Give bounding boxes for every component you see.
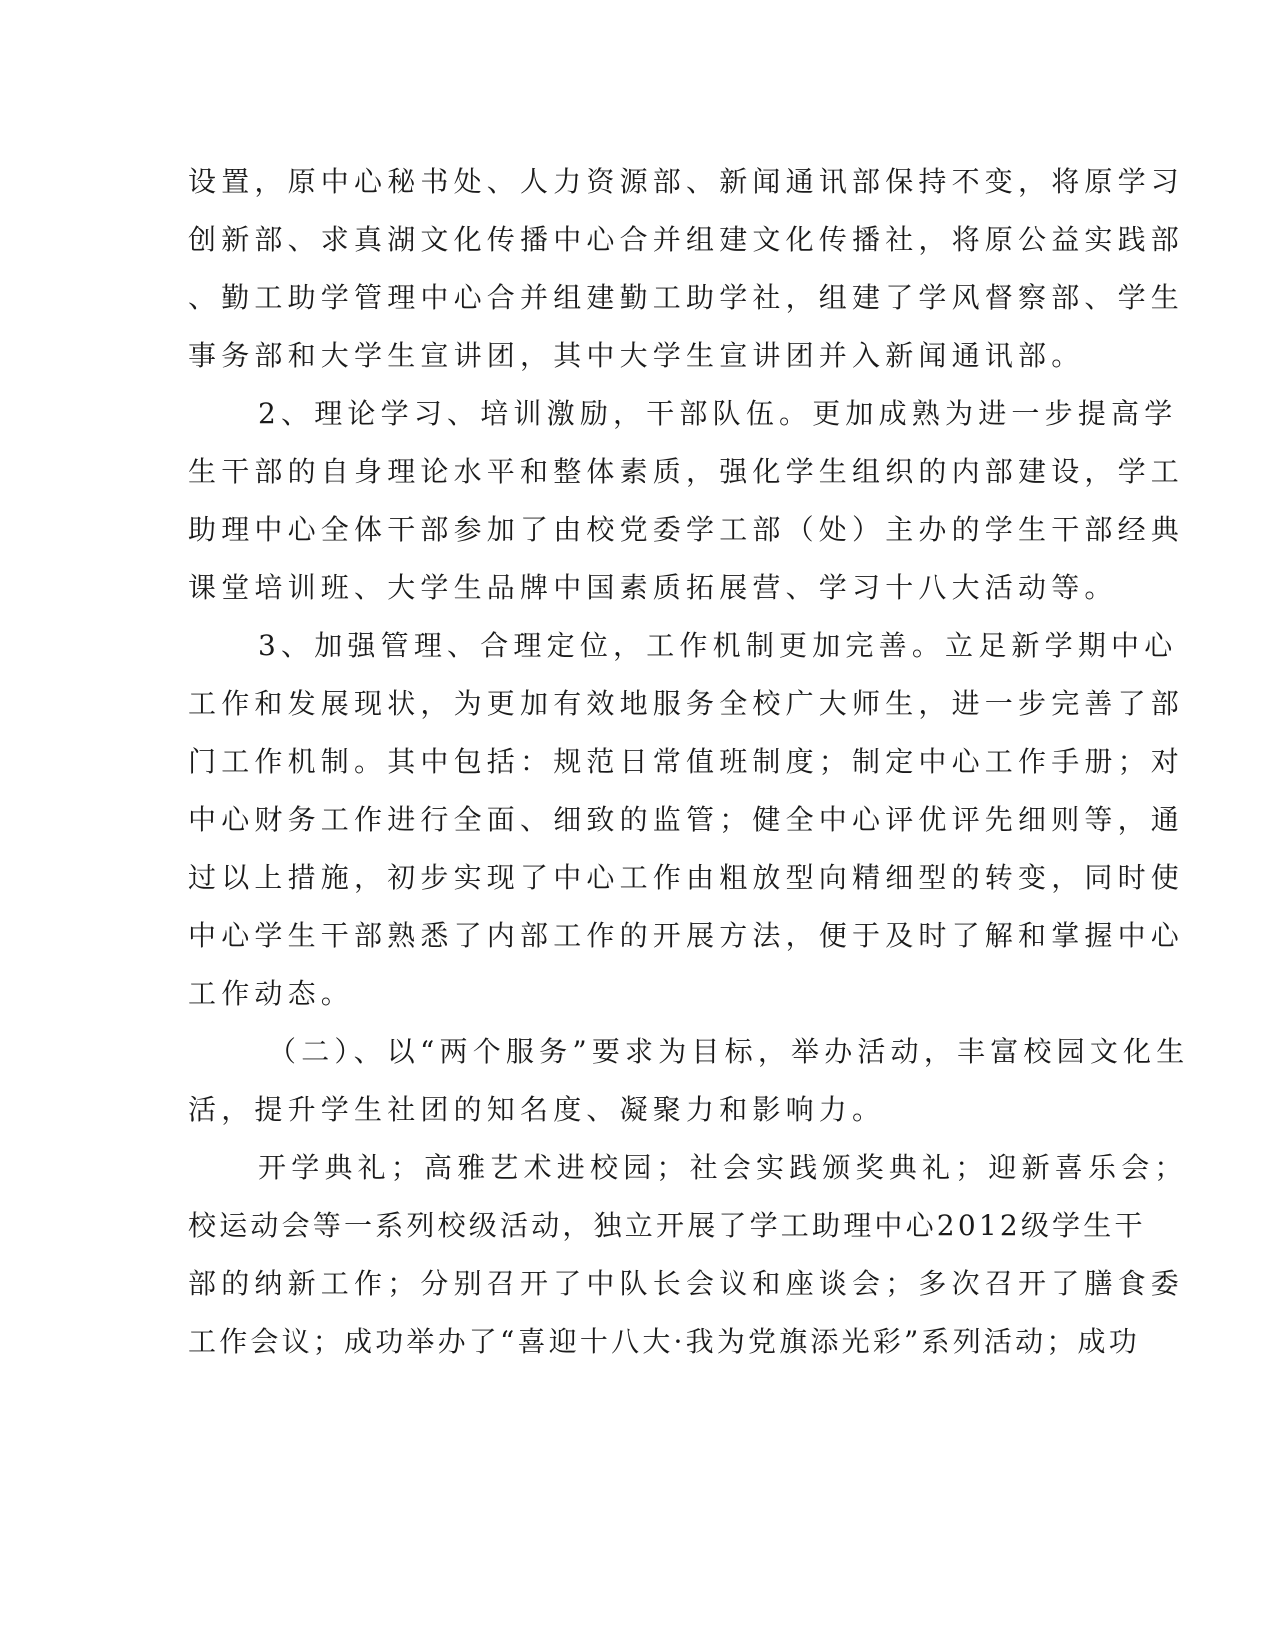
body-text-line: 过以上措施，初步实现了中心工作由粗放型向精细型的转变，同时使 xyxy=(188,861,1185,894)
body-text-line: 开学典礼；高雅艺术进校园；社会实践颁奖典礼；迎新喜乐会； xyxy=(258,1151,1188,1184)
body-text-line: 生干部的自身理论水平和整体素质，强化学生组织的内部建设，学工 xyxy=(188,455,1185,488)
section-heading-line: （二）、以“两个服务”要求为目标，举办活动，丰富校园文化生 xyxy=(268,1035,1190,1068)
body-text-line: 工作和发展现状，为更加有效地服务全校广大师生，进一步完善了部 xyxy=(188,687,1185,720)
body-text-line: 事务部和大学生宣讲团，其中大学生宣讲团并入新闻通讯部。 xyxy=(188,339,1085,372)
body-text-line: 助理中心全体干部参加了由校党委学工部（处）主办的学生干部经典 xyxy=(188,513,1185,546)
body-text-line: 部的纳新工作；分别召开了中队长会议和座谈会；多次召开了膳食委 xyxy=(188,1267,1185,1300)
body-text-line: 工作动态。 xyxy=(188,977,355,1010)
body-text-line: 创新部、求真湖文化传播中心合并组建文化传播社，将原公益实践部 xyxy=(188,223,1185,256)
body-text-line: 门工作机制。其中包括：规范日常值班制度；制定中心工作手册；对 xyxy=(188,745,1185,778)
body-text-line: 3、加强管理、合理定位，工作机制更加完善。立足新学期中心 xyxy=(258,629,1178,662)
body-text-line: 设置，原中心秘书处、人力资源部、新闻通讯部保持不变，将原学习 xyxy=(188,165,1185,198)
body-text-line: 2、理论学习、培训激励，干部队伍。更加成熟为进一步提高学 xyxy=(258,397,1178,430)
section-heading-line: 活，提升学生社团的知名度、凝聚力和影响力。 xyxy=(188,1093,886,1126)
body-text-line: 中心财务工作进行全面、细致的监管；健全中心评优评先细则等，通 xyxy=(188,803,1185,836)
body-text-line: 课堂培训班、大学生品牌中国素质拓展营、学习十八大活动等。 xyxy=(188,571,1118,604)
body-text-line: 工作会议；成功举办了“喜迎十八大·我为党旗添光彩”系列活动；成功 xyxy=(188,1325,1140,1358)
body-text-line: 校运动会等一系列校级活动，独立开展了学工助理中心2012级学生干 xyxy=(188,1209,1146,1242)
body-text-line: 、勤工助学管理中心合并组建勤工助学社，组建了学风督察部、学生 xyxy=(188,281,1185,314)
body-text-line: 中心学生干部熟悉了内部工作的开展方法，便于及时了解和掌握中心 xyxy=(188,919,1185,952)
